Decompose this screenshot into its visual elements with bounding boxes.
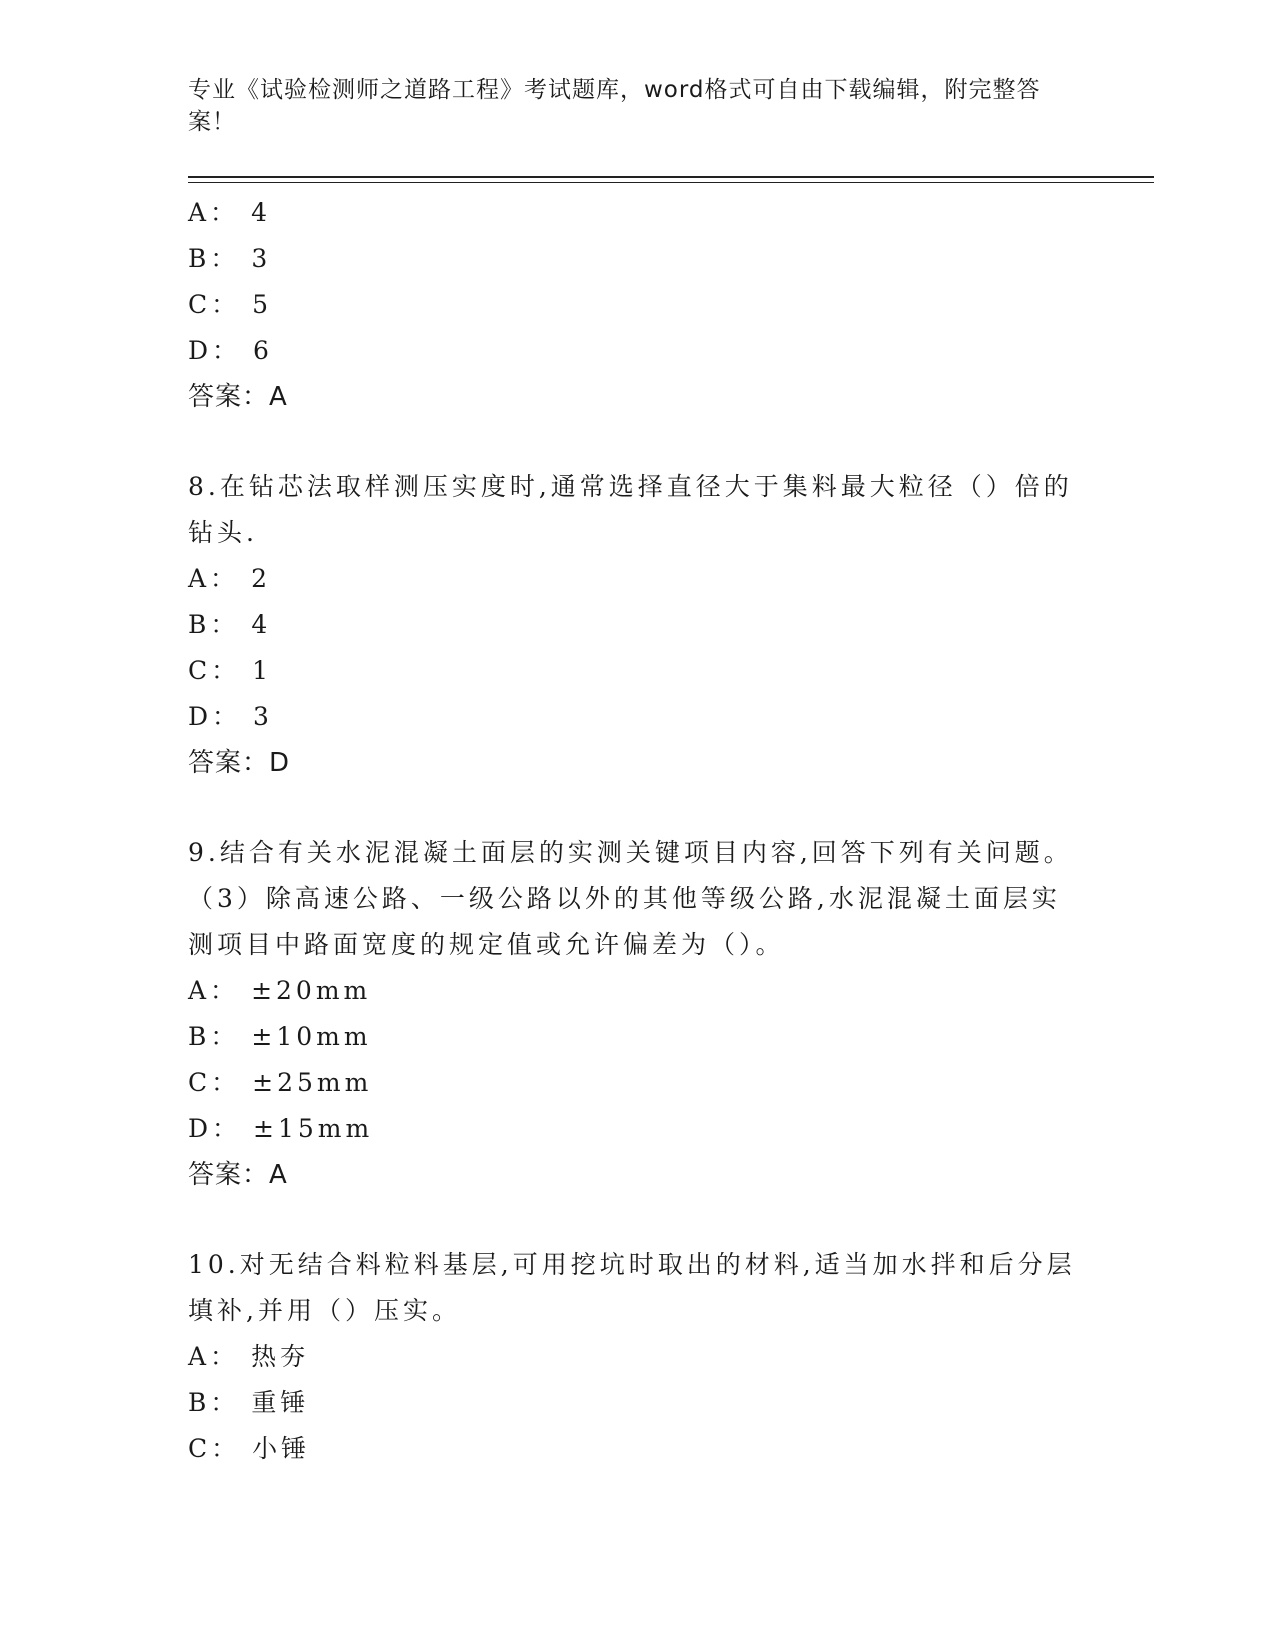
header-divider-thin xyxy=(188,182,1154,183)
question-stem-line: 测项目中路面宽度的规定值或允许偏差为（）。 xyxy=(188,930,785,959)
question-block xyxy=(188,1242,1088,1472)
option-value: 3 xyxy=(253,702,273,731)
answer-key: 答案：A xyxy=(188,382,288,412)
answer-option xyxy=(188,968,1088,1014)
option-label: C： xyxy=(188,290,241,319)
option-label: A： xyxy=(188,1342,240,1371)
option-value: 2 xyxy=(251,564,271,593)
answer-option xyxy=(188,1106,1088,1152)
option-value: ±10mm xyxy=(251,1022,372,1051)
option-value: 1 xyxy=(252,656,273,685)
question-stem-line: 填补,并用（）压实。 xyxy=(188,1296,461,1325)
answer-key: 答案：A xyxy=(188,1160,288,1190)
question-block xyxy=(188,464,1088,786)
option-value: 3 xyxy=(251,244,272,273)
option-label: A： xyxy=(188,198,240,227)
answer-option xyxy=(188,648,1088,694)
option-value: 6 xyxy=(253,336,273,365)
answer-key: 答案：D xyxy=(188,748,291,778)
answer-option xyxy=(188,1060,1088,1106)
question-stem-line: 10.对无结合料粒料基层,可用挖坑时取出的材料,适当加水拌和后分层 xyxy=(188,1250,1076,1279)
question-stem-line: 9.结合有关水泥混凝土面层的实测关键项目内容,回答下列有关问题。 xyxy=(188,838,1073,867)
option-label: C： xyxy=(188,656,241,685)
option-value: ±15mm xyxy=(253,1114,374,1143)
option-label: B： xyxy=(188,1388,240,1417)
question-stem-line: （3）除高速公路、一级公路以外的其他等级公路,水泥混凝土面层实 xyxy=(188,884,1061,913)
question-stem-line: 钻头. xyxy=(188,518,258,547)
answer-option xyxy=(188,602,1088,648)
option-label: B： xyxy=(188,610,240,639)
option-label: A： xyxy=(188,976,240,1005)
option-value: 重锤 xyxy=(251,1388,310,1417)
question-block xyxy=(188,190,1088,420)
option-label: A： xyxy=(188,564,240,593)
answer-option xyxy=(188,1380,1088,1426)
answer-option xyxy=(188,282,1088,328)
option-label: D： xyxy=(188,702,242,731)
answer-option xyxy=(188,1014,1088,1060)
option-label: B： xyxy=(188,1022,240,1051)
option-value: 小锤 xyxy=(252,1434,311,1463)
option-label: C： xyxy=(188,1434,241,1463)
option-value: 4 xyxy=(251,198,271,227)
option-label: D： xyxy=(188,336,242,365)
answer-option xyxy=(188,1426,1088,1472)
answer-option xyxy=(188,328,1088,374)
option-value: 5 xyxy=(252,290,273,319)
option-label: D： xyxy=(188,1114,242,1143)
question-stem-line: 8.在钻芯法取样测压实度时,通常选择直径大于集料最大粒径（）倍的 xyxy=(188,472,1073,501)
answer-option xyxy=(188,1334,1088,1380)
page-header: 专业《试验检测师之道路工程》考试题库，word格式可自由下载编辑，附完整答案！ xyxy=(188,77,1041,135)
option-value: 热夯 xyxy=(251,1342,310,1371)
header-divider-thick xyxy=(188,176,1154,178)
answer-option xyxy=(188,694,1088,740)
question-block xyxy=(188,830,1088,1198)
option-value: ±20mm xyxy=(251,976,372,1005)
answer-option xyxy=(188,190,1088,236)
option-label: B： xyxy=(188,244,240,273)
option-label: C： xyxy=(188,1068,241,1097)
option-value: ±25mm xyxy=(252,1068,373,1097)
answer-option xyxy=(188,236,1088,282)
question-list xyxy=(188,190,1088,1472)
option-value: 4 xyxy=(251,610,272,639)
answer-option xyxy=(188,556,1088,602)
